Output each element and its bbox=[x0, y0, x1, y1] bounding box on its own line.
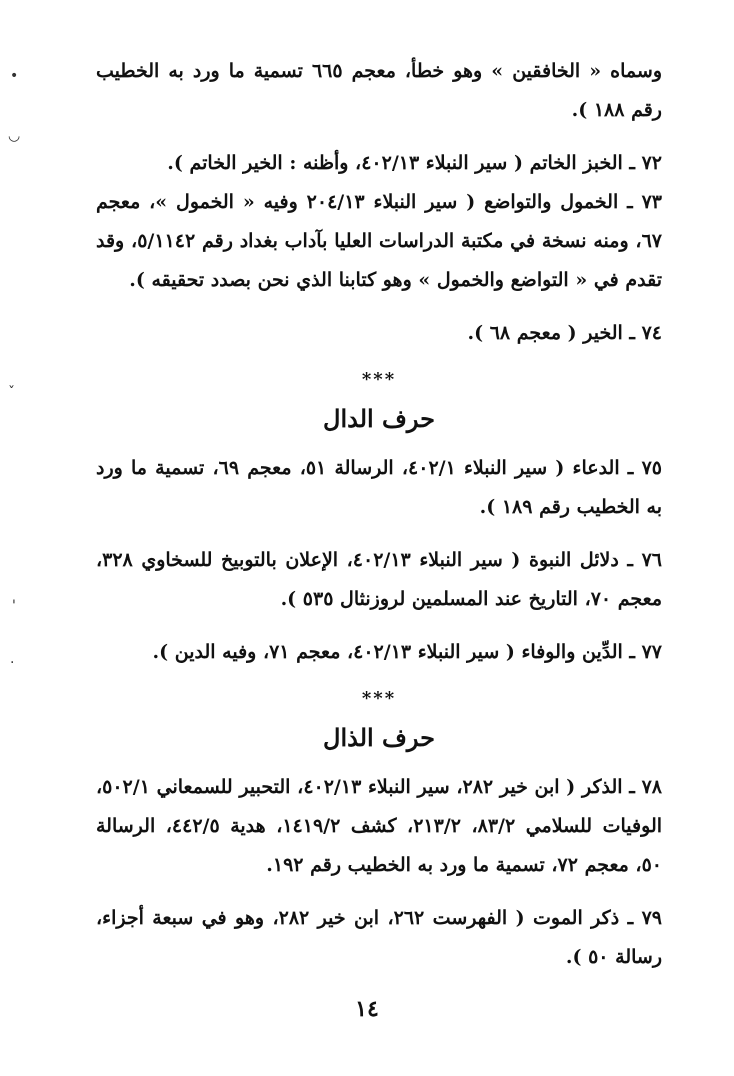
entry-72: ٧٢ ـ الخبز الخاتم ( سير النبلاء ٤٠٢/١٣، وأظنه : الخير الخاتم ). bbox=[167, 152, 662, 174]
entry-73: ٧٣ ـ الخمول والتواضع ( سير النبلاء ٢٠٤/١٣ وفيه « الخمول »، معجم ٦٧، ومنه نسخة في مكتبة الدراسات العليا بآداب بغداد رقم ٥/١١٤٢، وقد تقدم في « التواضع والخمول » وهو كتابنا الذي نحن بصدد تحقيقه ). bbox=[96, 191, 662, 291]
entry-76: ٧٦ ـ دلائل النبوة ( سير النبلاء ٤٠٢/١٣، الإعلان بالتوبيخ للسخاوي ٣٢٨، معجم ٧٠، التاريخ عند المسلمين لروزنثال ٥٣٥ ). bbox=[96, 549, 662, 610]
section-heading-dhal: حرف الذال bbox=[323, 723, 435, 752]
entry-79: ٧٩ ـ ذكر الموت ( الفهرست ٢٦٢، ابن خير ٢٨٢، وهو في سبعة أجزاء، رسالة ٥٠ ). bbox=[96, 907, 662, 968]
margin-speck: · bbox=[10, 655, 15, 671]
page-number: ١٤ bbox=[355, 996, 379, 1022]
margin-speck: ◡ bbox=[8, 128, 21, 144]
section-separator: *** bbox=[361, 688, 397, 709]
margin-speck: • bbox=[10, 68, 19, 84]
page-body bbox=[96, 52, 662, 977]
entry-78: ٧٨ ـ الذكر ( ابن خير ٢٨٢، سير النبلاء ٤٠٢/١٣، التحبير للسمعاني ٥٠٢/١، الوفيات للسلامي ٨٣/٢، ٢١٣/٢، كشف ١٤١٩/٢، هدية ٤٤٢/٥، الرسالة ٥٠، معجم ٧٢، تسمية ما ورد به الخطيب رقم ١٩٢. bbox=[96, 776, 663, 876]
entry-77: ٧٧ ـ الدِّين والوفاء ( سير النبلاء ٤٠٢/١٣، معجم ٧١، وفيه الدين ). bbox=[152, 641, 662, 663]
entry-74: ٧٤ ـ الخير ( معجم ٦٨ ). bbox=[467, 322, 662, 344]
entry-continuation: وسماه « الخافقين » وهو خطأ، معجم ٦٦٥ تسمية ما ورد به الخطيب رقم ١٨٨ ). bbox=[96, 60, 663, 121]
entry-75: ٧٥ ـ الدعاء ( سير النبلاء ٤٠٢/١، الرسالة ٥١، معجم ٦٩، تسمية ما ورد به الخطيب رقم ١٨٩ ). bbox=[96, 457, 662, 518]
margin-speck: ' bbox=[12, 598, 16, 614]
section-separator: *** bbox=[361, 369, 397, 390]
section-heading-dal: حرف الدال bbox=[323, 404, 435, 433]
margin-speck: ˇ bbox=[8, 385, 15, 401]
